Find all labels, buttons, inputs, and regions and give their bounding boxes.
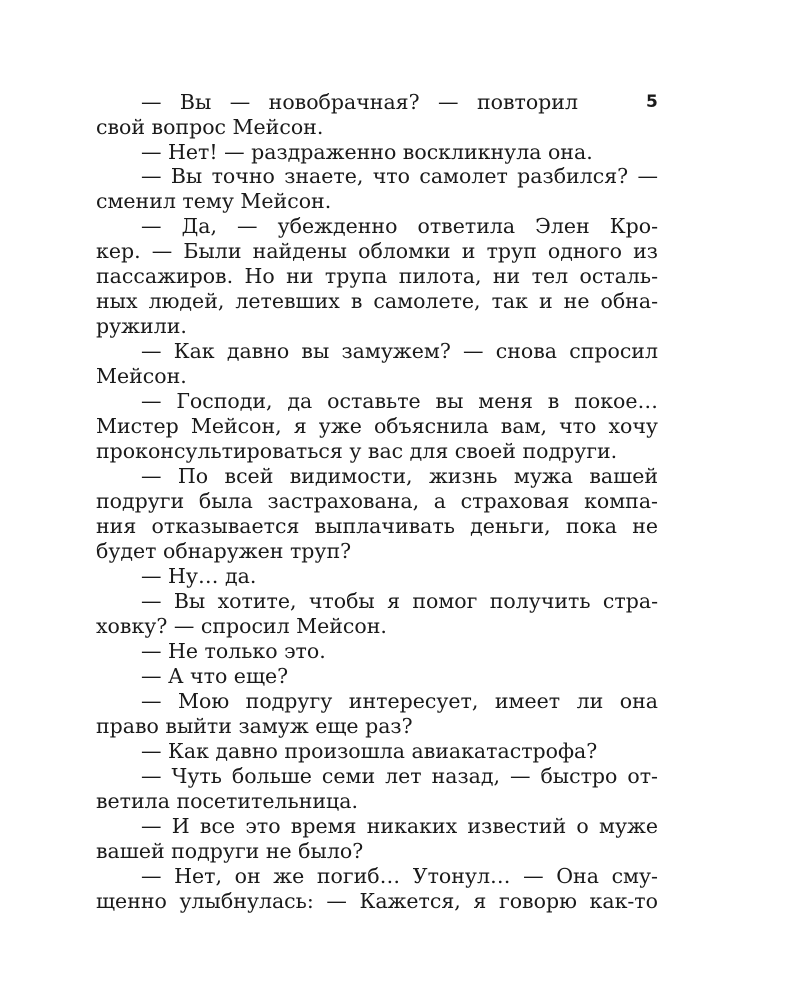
text-line: право выйти замуж еще раз? <box>96 714 413 738</box>
text-line: ветила посетительница. <box>96 789 358 813</box>
text-line: — Мою подругу интересует, имеет ли она <box>141 689 658 713</box>
text-line: ных людей, летевших в самолете, так и не обна- <box>96 289 658 313</box>
text-line: — По всей видимости, жизнь мужа вашей <box>141 464 658 488</box>
text-line: будет обнаружен труп? <box>96 539 352 563</box>
text-line: — Ну… да. <box>141 564 257 588</box>
text-line: — Не только это. <box>141 639 326 663</box>
text-line: Мистер Мейсон, я уже объяснила вам, что хочу <box>96 414 658 438</box>
page-number: 5 <box>646 92 658 112</box>
text-line: — Господи, да оставьте вы меня в покое… <box>141 389 658 413</box>
text-line: — Чуть больше семи лет назад, — быстро от- <box>141 764 658 788</box>
text-line: проконсультироваться у вас для своей подруги. <box>96 439 618 463</box>
text-line: Мейсон. <box>96 364 187 388</box>
text-line: пассажиров. Но ни трупа пилота, ни тел осталь- <box>96 264 658 288</box>
text-line: ния отказывается выплачивать деньги, пока не <box>96 514 658 538</box>
text-line: свой вопрос Мейсон. <box>96 115 324 139</box>
text-line: — Нет, он же погиб… Утонул… — Она сму- <box>141 864 658 888</box>
text-line: ховку? — спросил Мейсон. <box>96 614 387 638</box>
text-line: подруги была застрахована, а страховая компа- <box>96 489 658 513</box>
text-line: кер. — Были найдены обломки и труп одного из <box>96 239 658 263</box>
text-line: — Нет! — раздраженно воскликнула она. <box>141 140 593 164</box>
text-line: щенно улыбнулась: — Кажется, я говорю как-то <box>96 889 658 913</box>
text-line: — И все это время никаких известий о муже <box>141 814 658 838</box>
text-line: — Как давно вы замужем? — снова спросил <box>141 339 658 363</box>
text-line: — Вы точно знаете, что самолет разбился? — <box>141 164 658 188</box>
text-line: — Как давно произошла авиакатастрофа? <box>141 739 598 763</box>
text-line: ружили. <box>96 314 187 338</box>
text-line: сменил тему Мейсон. <box>96 189 332 213</box>
text-line: — Вы хотите, чтобы я помог получить стра- <box>141 589 658 613</box>
text-line: — Вы — новобрачная? — повторил <box>141 90 578 114</box>
text-line: вашей подруги не было? <box>96 839 364 863</box>
text-line: — Да, — убежденно ответила Элен Кро- <box>141 214 658 238</box>
text-line: — А что еще? <box>141 664 289 688</box>
